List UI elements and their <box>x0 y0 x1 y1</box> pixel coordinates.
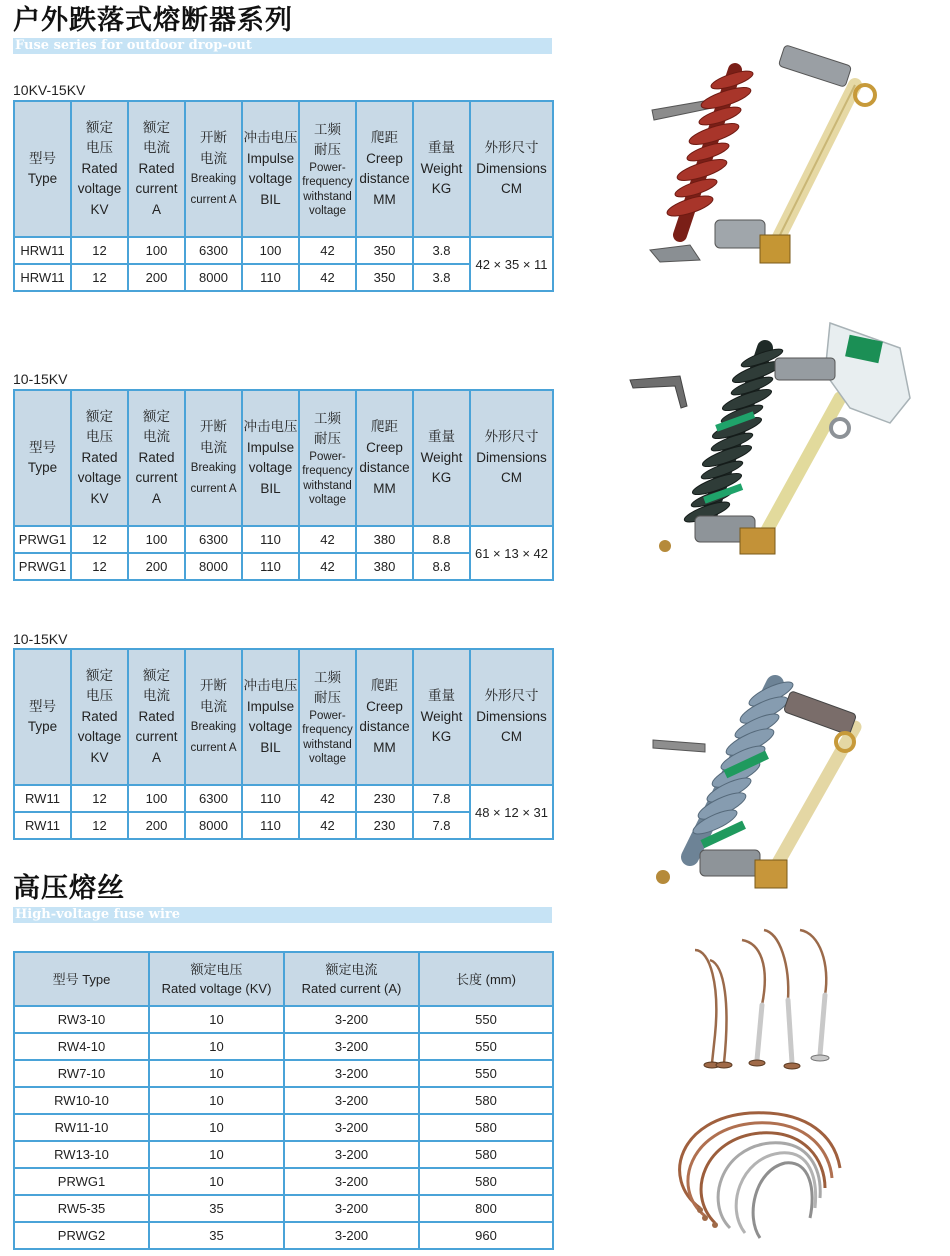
header-line: 外形尺寸 <box>484 140 539 156</box>
header-line: Rated <box>138 160 175 176</box>
spec-header-row <box>14 390 553 526</box>
header-line: Weight <box>420 449 463 465</box>
header-impulse-voltage <box>242 101 299 237</box>
header-line: Dimensions <box>476 160 547 176</box>
header-line: BIL <box>260 480 281 496</box>
table-cell: 3-200 <box>284 1006 419 1033</box>
fuse-wire-table <box>13 951 554 1250</box>
table-cell: 580 <box>419 1087 553 1114</box>
header-line: Rated <box>81 449 118 465</box>
header-line: Creep <box>366 698 403 714</box>
header-line: CM <box>501 181 522 197</box>
header-line: 工频 <box>314 121 341 137</box>
header-line: Impulse <box>246 698 295 714</box>
table-3-voltage-label: 10-15KV <box>13 631 68 647</box>
black-silicone-cutout-image <box>625 318 915 563</box>
table-cell: PRWG1 <box>14 526 71 553</box>
header-line: Dimensions <box>476 449 547 465</box>
table-cell: 6300 <box>185 237 242 264</box>
fuse-section-subtitle: Fuse series for outdoor drop-out <box>15 38 252 53</box>
header-breaking-current <box>185 390 242 526</box>
header-line: withstand <box>303 738 352 751</box>
table-cell: PRWG2 <box>14 1222 149 1249</box>
header-weight <box>413 649 470 785</box>
header-line: 开断 <box>200 130 227 145</box>
header-line: voltage <box>308 205 347 217</box>
table-cell: 100 <box>128 526 185 553</box>
header-power-frequency <box>299 101 356 237</box>
dimensions-cell: 48 × 12 × 31 <box>470 785 553 839</box>
table-2-voltage-label: 10-15KV <box>13 371 68 387</box>
table-cell: 230 <box>356 785 413 812</box>
header-line: 电流 <box>143 429 170 445</box>
header-line: KG <box>431 729 452 745</box>
header-power-frequency <box>299 390 356 526</box>
red-polymer-cutout-image <box>640 40 880 275</box>
header-line: Dimensions <box>476 708 547 724</box>
header-line: MM <box>373 191 396 207</box>
fuse-section-title: 户外跌落式熔断器系列 <box>13 5 293 36</box>
dimensions-cell: 61 × 13 × 42 <box>470 526 553 580</box>
wire-section-subtitle: High-voltage fuse wire <box>15 907 181 922</box>
header-dimensions <box>470 390 553 526</box>
header-impulse-voltage <box>242 390 299 526</box>
table-cell: 960 <box>419 1222 553 1249</box>
table-1-voltage-label: 10KV-15KV <box>13 82 86 98</box>
header-power-frequency <box>299 649 356 785</box>
header-line: frequency <box>302 724 353 736</box>
spec-header-row <box>14 649 553 785</box>
header-line: Breaking <box>190 173 237 185</box>
table-cell: RW5-35 <box>14 1195 149 1222</box>
table-cell: 580 <box>419 1168 553 1195</box>
header-line: 开断 <box>200 678 227 693</box>
table-cell: 12 <box>71 264 128 291</box>
table-cell: 380 <box>356 526 413 553</box>
header-line: 耐压 <box>314 690 341 705</box>
header-line: 冲击电压 <box>243 130 298 145</box>
table-cell: 12 <box>71 526 128 553</box>
table-cell: 3-200 <box>284 1168 419 1195</box>
table-cell: 42 <box>299 785 356 812</box>
table-row <box>14 1168 553 1195</box>
header-line: Power- <box>309 161 346 174</box>
header-rated-current <box>128 101 185 237</box>
header-line: 耐压 <box>314 142 341 157</box>
wire-header-cell <box>419 952 553 1006</box>
table-row <box>14 1114 553 1141</box>
table-cell: 3-200 <box>284 1114 419 1141</box>
header-line: voltage <box>77 729 122 745</box>
table-cell: 7.8 <box>413 812 470 839</box>
header-line: CM <box>501 470 522 486</box>
header-line: 重量 <box>428 140 455 156</box>
table-cell: 110 <box>242 526 299 553</box>
header-creep-distance <box>356 649 413 785</box>
header-line: Type <box>27 460 58 475</box>
header-line: 爬距 <box>371 130 398 145</box>
header-rated-voltage <box>71 101 128 237</box>
table-cell: 100 <box>242 237 299 264</box>
header-line: MM <box>373 480 396 496</box>
table-cell: 3-200 <box>284 1195 419 1222</box>
table-cell: 35 <box>149 1195 284 1222</box>
table-cell: 12 <box>71 553 128 580</box>
table-cell: 200 <box>128 812 185 839</box>
table-cell: RW11 <box>14 785 71 812</box>
header-line: 电流 <box>200 150 227 166</box>
table-cell: 110 <box>242 264 299 291</box>
header-line: Rated <box>138 708 175 724</box>
header-creep-distance <box>356 390 413 526</box>
header-line: 冲击电压 <box>243 678 298 693</box>
header-line: 电流 <box>200 439 227 455</box>
header-line: 电流 <box>143 140 170 156</box>
header-line: 电压 <box>86 688 113 704</box>
table-cell: 550 <box>419 1006 553 1033</box>
header-line: current <box>135 181 178 197</box>
header-creep-distance <box>356 101 413 237</box>
header-line: voltage <box>308 494 347 506</box>
header-line: KG <box>431 470 452 486</box>
table-cell: RW13-10 <box>14 1141 149 1168</box>
table-cell: 35 <box>149 1222 284 1249</box>
table-cell: 3-200 <box>284 1033 419 1060</box>
table-row <box>14 1222 553 1249</box>
header-line: 工频 <box>314 410 341 426</box>
header-line: Rated voltage (KV) <box>161 981 272 996</box>
header-line: voltage <box>77 181 122 197</box>
header-line: distance <box>359 719 410 734</box>
header-line: withstand <box>303 479 352 492</box>
header-line: current A <box>190 482 237 495</box>
header-line: 外形尺寸 <box>484 688 539 704</box>
header-line: 重量 <box>428 429 455 445</box>
header-line: Breaking <box>190 721 237 733</box>
table-cell: 580 <box>419 1141 553 1168</box>
wire-header-cell <box>284 952 419 1006</box>
header-line: CM <box>501 729 522 745</box>
header-line: Type <box>27 719 58 734</box>
table-cell: PRWG1 <box>14 1168 149 1195</box>
table-cell: RW11-10 <box>14 1114 149 1141</box>
wire-section-banner <box>13 907 552 923</box>
header-line: current <box>135 729 178 745</box>
header-line: Rated <box>81 160 118 176</box>
header-rated-current <box>128 390 185 526</box>
table-cell: 550 <box>419 1060 553 1087</box>
header-impulse-voltage <box>242 649 299 785</box>
header-line: distance <box>359 460 410 475</box>
header-line: 爬距 <box>371 419 398 434</box>
table-cell: 100 <box>128 785 185 812</box>
header-line: 型号 <box>29 439 56 455</box>
header-line: frequency <box>302 465 353 477</box>
header-line: 长度 (mm) <box>456 971 516 987</box>
table-cell: 42 <box>299 264 356 291</box>
header-line: 重量 <box>428 688 455 704</box>
header-line: Type <box>27 171 58 186</box>
table-cell: 3.8 <box>413 264 470 291</box>
table-cell: 10 <box>149 1168 284 1195</box>
spec-table-3 <box>13 648 554 840</box>
table-cell: 7.8 <box>413 785 470 812</box>
header-weight <box>413 101 470 237</box>
header-line: KV <box>90 749 109 765</box>
header-line: voltage <box>248 719 293 734</box>
header-line: Impulse <box>246 439 295 455</box>
header-line: 工频 <box>314 669 341 685</box>
header-line: Creep <box>366 439 403 455</box>
header-line: Weight <box>420 160 463 176</box>
header-line: Creep <box>366 150 403 166</box>
fuse-links-straight-image <box>680 925 860 1075</box>
header-line: 耐压 <box>314 431 341 446</box>
header-line: KV <box>90 201 109 217</box>
table-cell: 350 <box>356 264 413 291</box>
header-line: A <box>151 201 161 217</box>
table-cell: 3.8 <box>413 237 470 264</box>
header-line: 额定 <box>86 408 113 424</box>
header-line: Impulse <box>246 150 295 166</box>
table-cell: 42 <box>299 812 356 839</box>
table-cell: 6300 <box>185 526 242 553</box>
table-cell: 10 <box>149 1141 284 1168</box>
table-row <box>14 1087 553 1114</box>
header-line: current <box>135 470 178 486</box>
wire-header-row <box>14 952 553 1006</box>
fuse-links-looped-image <box>660 1098 860 1248</box>
table-cell: RW7-10 <box>14 1060 149 1087</box>
table-cell: 8000 <box>185 264 242 291</box>
header-line: KG <box>431 181 452 197</box>
header-line: Rated current (A) <box>301 981 402 996</box>
header-line: voltage <box>308 753 347 765</box>
table-cell: HRW11 <box>14 264 71 291</box>
header-line: frequency <box>302 176 353 188</box>
table-cell: 12 <box>71 785 128 812</box>
header-line: Rated <box>81 708 118 724</box>
header-line: 开断 <box>200 419 227 434</box>
table-cell: 110 <box>242 553 299 580</box>
header-line: 额定 <box>143 408 170 424</box>
header-line: withstand <box>303 190 352 203</box>
header-line: BIL <box>260 191 281 207</box>
header-line: Power- <box>309 709 346 722</box>
header-line: 额定 <box>86 119 113 135</box>
header-dimensions <box>470 649 553 785</box>
header-line: voltage <box>248 171 293 186</box>
table-cell: 350 <box>356 237 413 264</box>
spec-table-2 <box>13 389 554 581</box>
table-cell: 3-200 <box>284 1222 419 1249</box>
header-rated-current <box>128 649 185 785</box>
table-cell: 200 <box>128 553 185 580</box>
header-line: Weight <box>420 708 463 724</box>
header-line: A <box>151 490 161 506</box>
spec-table-1 <box>13 100 554 292</box>
table-cell: RW3-10 <box>14 1006 149 1033</box>
table-row <box>14 1060 553 1087</box>
table-cell: HRW11 <box>14 237 71 264</box>
table-cell: 550 <box>419 1033 553 1060</box>
table-cell: 3-200 <box>284 1141 419 1168</box>
header-line: 电流 <box>143 688 170 704</box>
table-cell: 10 <box>149 1006 284 1033</box>
table-row <box>14 1033 553 1060</box>
header-line: current A <box>190 193 237 206</box>
table-cell: 800 <box>419 1195 553 1222</box>
header-weight <box>413 390 470 526</box>
table-cell: 10 <box>149 1087 284 1114</box>
table-cell: 230 <box>356 812 413 839</box>
header-line: 型号 Type <box>52 971 111 987</box>
header-line: BIL <box>260 739 281 755</box>
table-cell: 100 <box>128 237 185 264</box>
table-cell: 110 <box>242 785 299 812</box>
header-line: Breaking <box>190 462 237 474</box>
header-line: Rated <box>138 449 175 465</box>
table-cell: PRWG1 <box>14 553 71 580</box>
header-line: Power- <box>309 450 346 463</box>
table-cell: 10 <box>149 1060 284 1087</box>
header-breaking-current <box>185 649 242 785</box>
table-row <box>14 237 553 264</box>
header-line: 额定 <box>143 119 170 135</box>
table-cell: 110 <box>242 812 299 839</box>
table-cell: 3-200 <box>284 1060 419 1087</box>
table-cell: 8.8 <box>413 553 470 580</box>
header-line: MM <box>373 739 396 755</box>
table-cell: RW11 <box>14 812 71 839</box>
wire-section-title: 高压熔丝 <box>13 873 125 904</box>
table-cell: 8.8 <box>413 526 470 553</box>
table-cell: 580 <box>419 1114 553 1141</box>
header-type <box>14 101 71 237</box>
table-row <box>14 526 553 553</box>
table-cell: 3-200 <box>284 1087 419 1114</box>
table-cell: 10 <box>149 1114 284 1141</box>
header-line: distance <box>359 171 410 186</box>
header-line: 额定电压 <box>190 962 243 977</box>
header-line: 电流 <box>200 698 227 714</box>
table-cell: 10 <box>149 1033 284 1060</box>
fuse-section-banner <box>13 38 552 54</box>
header-line: 外形尺寸 <box>484 429 539 445</box>
header-line: 型号 <box>29 150 56 166</box>
header-line: 爬距 <box>371 678 398 693</box>
table-row <box>14 785 553 812</box>
header-line: 电压 <box>86 429 113 445</box>
header-rated-voltage <box>71 649 128 785</box>
header-type <box>14 649 71 785</box>
table-row <box>14 1006 553 1033</box>
table-cell: 42 <box>299 553 356 580</box>
grey-ceramic-cutout-image <box>645 672 885 897</box>
header-line: voltage <box>248 460 293 475</box>
header-line: 电压 <box>86 140 113 156</box>
header-line: A <box>151 749 161 765</box>
table-cell: 380 <box>356 553 413 580</box>
header-line: 型号 <box>29 698 56 714</box>
table-cell: 8000 <box>185 553 242 580</box>
table-cell: RW4-10 <box>14 1033 149 1060</box>
table-cell: 6300 <box>185 785 242 812</box>
table-row <box>14 1141 553 1168</box>
header-dimensions <box>470 101 553 237</box>
table-cell: RW10-10 <box>14 1087 149 1114</box>
table-cell: 42 <box>299 237 356 264</box>
table-cell: 200 <box>128 264 185 291</box>
table-cell: 8000 <box>185 812 242 839</box>
table-cell: 12 <box>71 237 128 264</box>
header-type <box>14 390 71 526</box>
header-line: 冲击电压 <box>243 419 298 434</box>
header-line: 额定 <box>86 667 113 683</box>
dimensions-cell: 42 × 35 × 11 <box>470 237 553 291</box>
header-rated-voltage <box>71 390 128 526</box>
header-breaking-current <box>185 101 242 237</box>
header-line: current A <box>190 741 237 754</box>
header-line: 额定电流 <box>325 962 378 977</box>
header-line: voltage <box>77 470 122 486</box>
table-cell: 12 <box>71 812 128 839</box>
spec-header-row <box>14 101 553 237</box>
wire-header-cell <box>14 952 149 1006</box>
wire-header-cell <box>149 952 284 1006</box>
header-line: KV <box>90 490 109 506</box>
table-cell: 42 <box>299 526 356 553</box>
header-line: 额定 <box>143 667 170 683</box>
table-row <box>14 1195 553 1222</box>
